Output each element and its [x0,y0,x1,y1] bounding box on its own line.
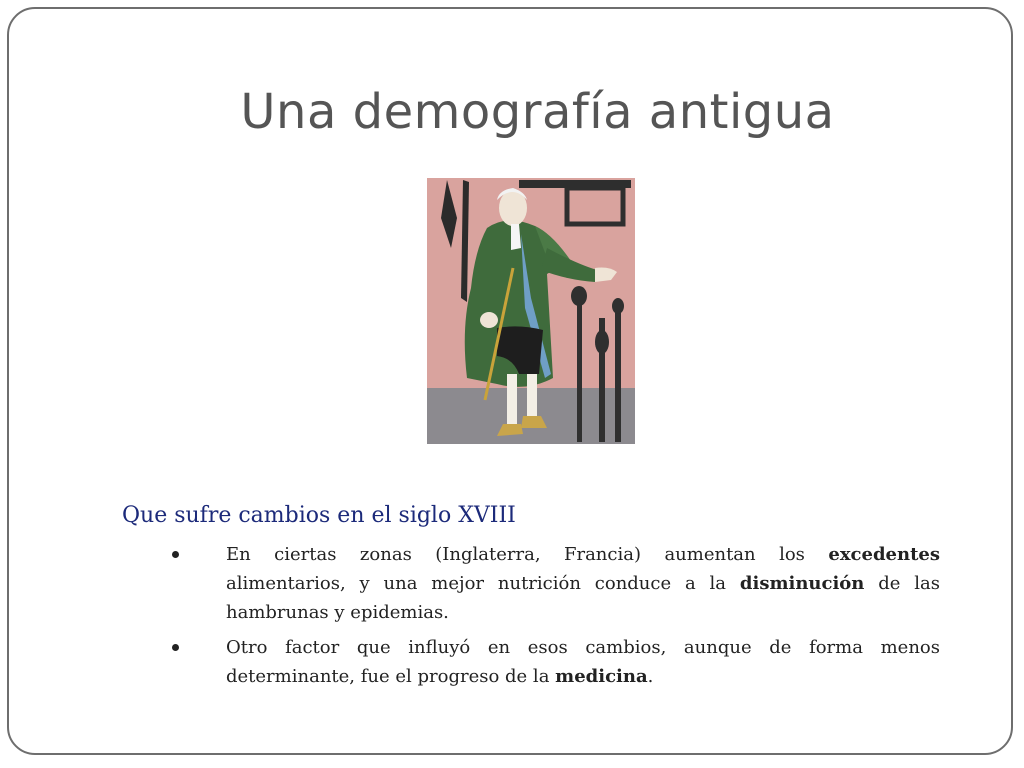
slide-title: Una demografía antigua [240,84,835,140]
subheading: Que sufre cambios en el siglo XVIII [122,503,516,528]
bullet-bold-medicina: medicina [555,666,648,687]
bullet-text-0b: alimentarios, y una mejor nutrición conduce a la [226,573,740,594]
bullet-text-1: Otro factor que influyó en esos cambios, aunque de forma menos determinante, fue el progreso de la [226,637,940,687]
bullet-text-1b: . [647,666,654,687]
illustration-image [427,178,635,444]
bullet-bold-excedentes: excedentes [828,544,940,565]
bullet-text-0: En ciertas zonas (Inglaterra, Francia) aumentan los [226,544,829,565]
bullet-list [172,540,940,697]
bullet-icon [172,644,179,651]
bullet-icon [172,551,179,558]
bullet-item [172,540,940,627]
bullet-text-0c: de las hambrunas y epidemias. [226,573,940,623]
bullet-item [172,633,940,691]
bullet-bold-disminucion: disminución [739,573,865,594]
